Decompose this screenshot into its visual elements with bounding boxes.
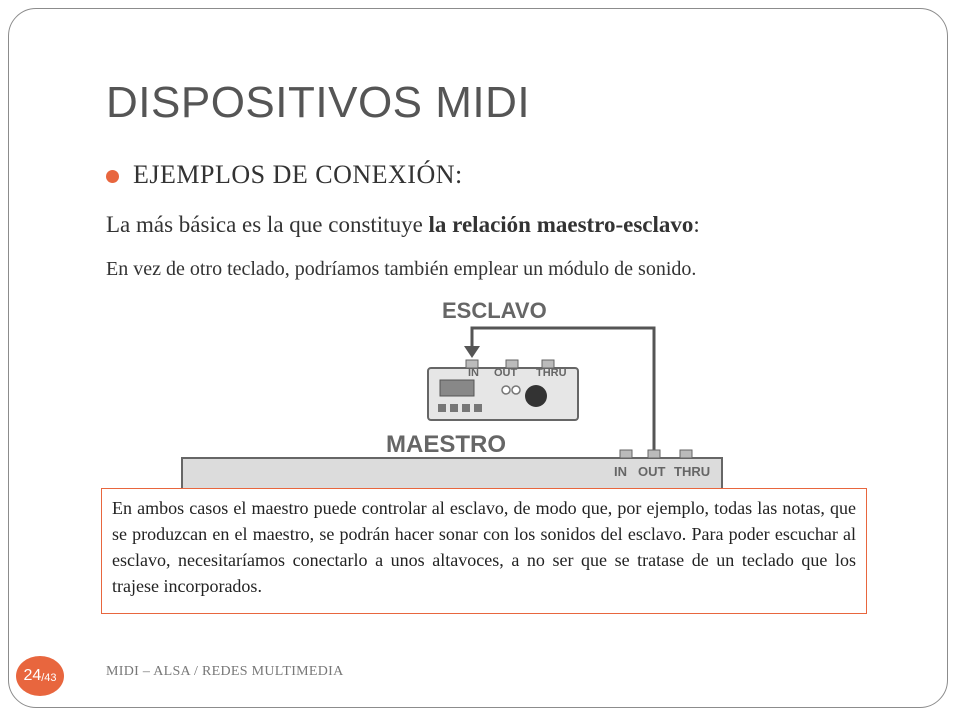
master-port-thru: THRU — [674, 464, 711, 479]
page-number-badge — [16, 656, 64, 696]
slave-port-in: IN — [468, 367, 479, 379]
slide-title: DISPOSITIVOS MIDI — [106, 78, 531, 127]
intro-line — [106, 212, 700, 238]
intro-prefix: La más básica es la que constituye — [106, 212, 429, 237]
callout-box: En ambos casos el maestro puede controlar al esclavo, de modo que, por ejemplo, todas las notas, que se produzcan en el maestro, se podrán hacer sonar con los sonidos del esclavo. Para poder escuchar al esclavo, necesitaríamos conectarlo a unos altavoces, a no ser que se tratase de un teclado que los trajese incorporados. — [101, 488, 867, 614]
intro-suffix: : — [693, 212, 700, 237]
bullet-text: EJEMPLOS DE CONEXIÓN: — [133, 160, 463, 189]
page-total: /43 — [41, 671, 57, 684]
bullet-dot-icon — [106, 170, 119, 183]
master-port-in: IN — [614, 464, 627, 479]
footer-text: MIDI – ALSA / REDES MULTIMEDIA — [106, 664, 344, 679]
note-line: En vez de otro teclado, podríamos también emplear un módulo de sonido. — [106, 258, 697, 280]
page-current: 24 — [23, 667, 42, 684]
master-port-out: OUT — [638, 464, 666, 479]
master-label: MAESTRO — [386, 431, 506, 458]
slave-port-out: OUT — [494, 367, 518, 379]
slave-label: ESCLAVO — [442, 298, 547, 323]
slave-port-thru: THRU — [536, 367, 567, 379]
intro-bold: la relación maestro-esclavo — [428, 212, 694, 237]
bullet-item — [106, 160, 463, 190]
cable-arrow-icon — [464, 346, 480, 358]
